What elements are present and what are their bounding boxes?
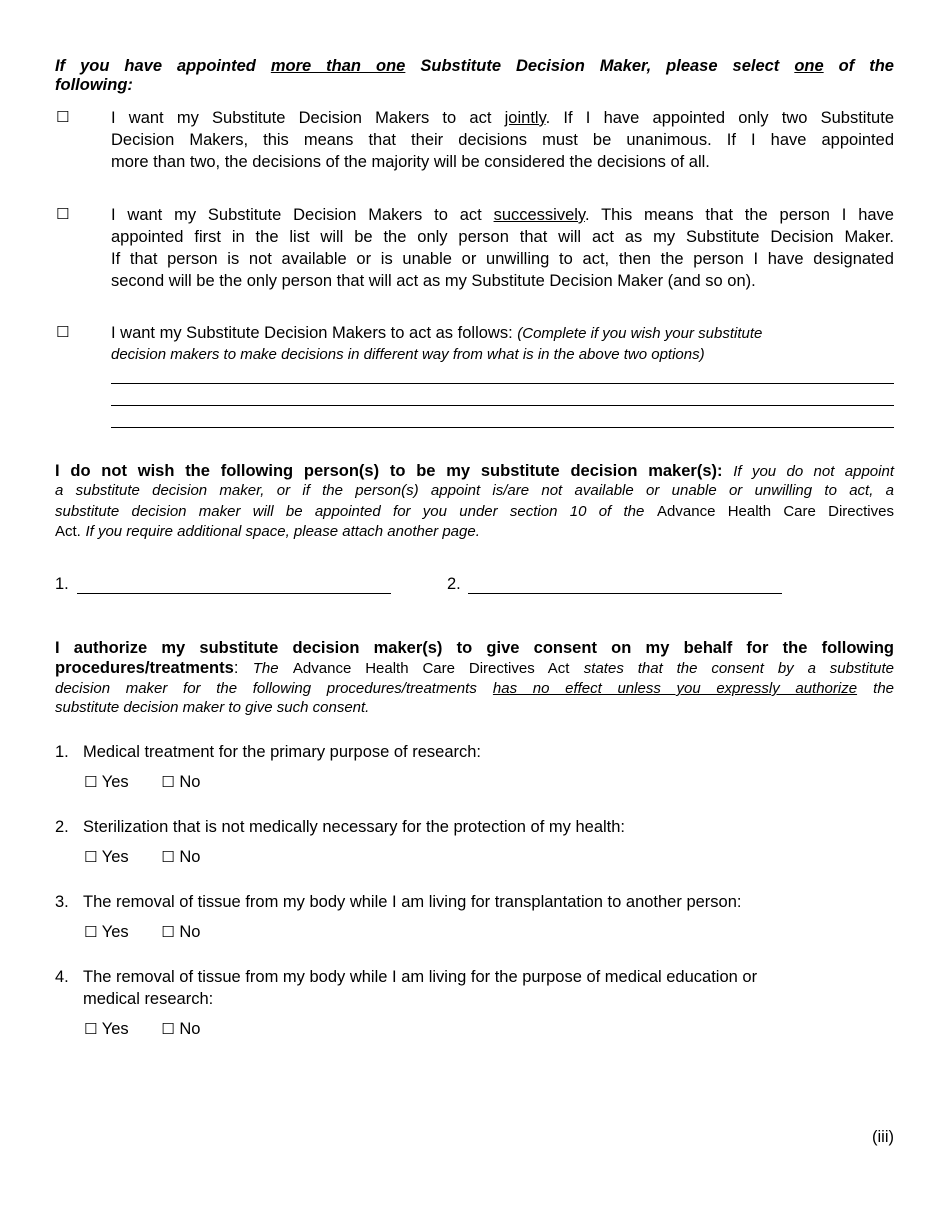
page-number: (iii) (872, 1128, 894, 1146)
successively-checkbox[interactable]: ☐ (56, 205, 70, 223)
question-4: 4. The removal of tissue from my body while I am living for the purpose of medical education or medical research: (55, 968, 758, 1008)
exclude-paragraph: I do not wish the following person(s) to be my substitute decision maker(s): If you do not appoint a substitute decision maker, or if the person(s) appoint is/are not available or unable or unwilling to act, a substitute decision maker will be appointed for you under section 10 of the Advance Health Care Directives Act. If you require additional space, please attach another page. (55, 462, 894, 540)
exclude-name-field-1[interactable] (77, 593, 391, 594)
custom-line-3[interactable] (111, 427, 894, 428)
q3-yes-checkbox[interactable]: ☐ (84, 923, 98, 941)
q4-no-checkbox[interactable]: ☐ (161, 1020, 175, 1038)
custom-line-2[interactable] (111, 405, 894, 406)
question-1-options: ☐ Yes ☐ No (84, 773, 201, 791)
custom-line-1[interactable] (111, 383, 894, 384)
exclude-name-field-2[interactable] (468, 593, 782, 594)
exclude-number-2: 2. (447, 575, 461, 593)
q1-yes-checkbox[interactable]: ☐ (84, 773, 98, 791)
option-successively: I want my Substitute Decision Makers to act successively. This means that the person I have appointed first in the list will be the only person that will act as my Substitute Decision Maker. If that person is not available or is unable or unwilling to act, then the person I have designated second will be the only person that will act as my Substitute Decision Maker (and so on). (111, 206, 894, 290)
q3-no-checkbox[interactable]: ☐ (161, 923, 175, 941)
question-3-options: ☐ Yes ☐ No (84, 923, 201, 941)
question-2: 2. Sterilization that is not medically necessary for the protection of my health: (55, 818, 626, 836)
question-3: 3. The removal of tissue from my body while I am living for transplantation to another person: (55, 893, 742, 911)
custom-checkbox[interactable]: ☐ (56, 323, 70, 341)
exclude-number-1: 1. (55, 575, 69, 593)
q2-yes-checkbox[interactable]: ☐ (84, 848, 98, 866)
question-4-options: ☐ Yes ☐ No (84, 1020, 201, 1038)
authorize-paragraph: I authorize my substitute decision maker(s) to give consent on my behalf for the following procedures/treatments: The Advance Health Care Directives Act states that the consent by a substitute decision maker for the following procedures/treatments has no effect unless you expressly authorize the substitute decision maker to give such consent. (55, 639, 895, 716)
multi-sdm-heading: If you have appointed more than one Substitute Decision Maker, please select one of the following: (55, 57, 894, 94)
q4-yes-checkbox[interactable]: ☐ (84, 1020, 98, 1038)
option-custom: I want my Substitute Decision Makers to act as follows: (Complete if you wish your substitute decision makers to make decisions in different way from what is in the above two options) (111, 324, 763, 363)
q2-no-checkbox[interactable]: ☐ (161, 848, 175, 866)
question-2-options: ☐ Yes ☐ No (84, 848, 201, 866)
jointly-checkbox[interactable]: ☐ (56, 108, 70, 126)
option-jointly: I want my Substitute Decision Makers to act jointly. If I have appointed only two Substitute Decision Makers, this means that their decisions must be unanimous. If I have appointed more than two, the decisions of the majority will be considered the decisions of all. (111, 109, 894, 171)
q1-no-checkbox[interactable]: ☐ (161, 773, 175, 791)
question-1: 1. Medical treatment for the primary purpose of research: (55, 743, 482, 761)
